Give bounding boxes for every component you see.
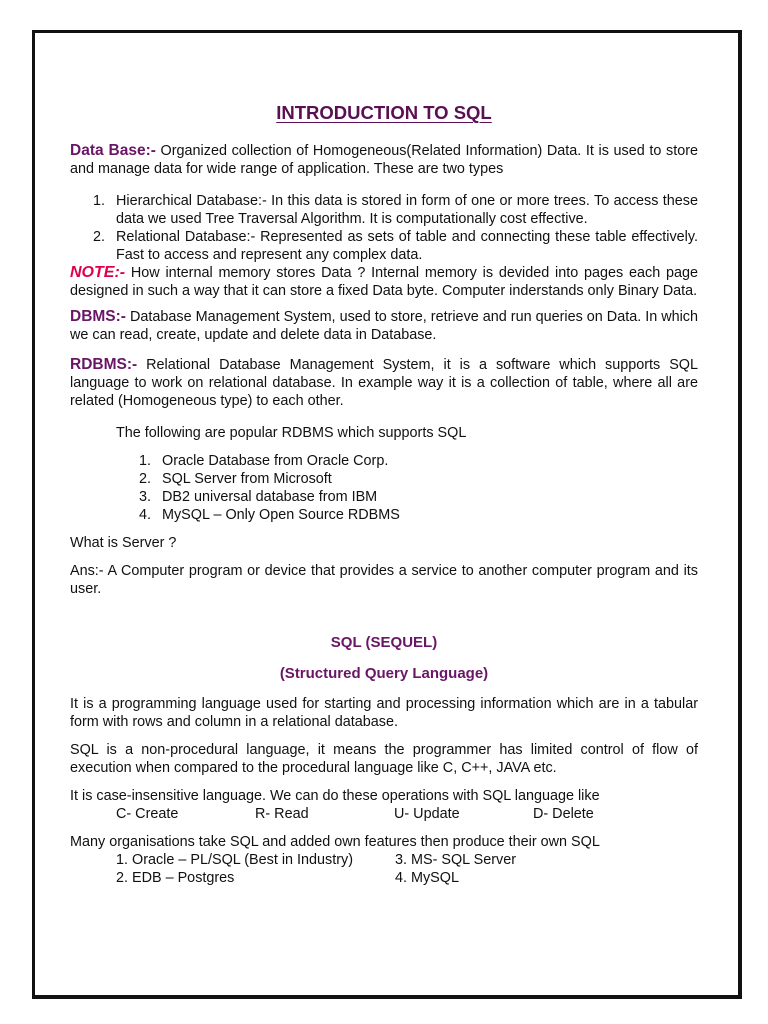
crud-read: R- Read	[255, 806, 309, 822]
list-text: SQL Server from Microsoft	[162, 471, 332, 487]
sql-paragraph-2: SQL is a non-procedural language, it means the programmer has limited control of flow of execution when compared to the procedural language like C, C++, JAVA etc.	[70, 742, 698, 776]
list-text: Hierarchical Database:- In this data is stored in form of one or more trees. To access these data we used Tree Traversal Algorithm. It is computationally cost effective.	[116, 193, 698, 227]
server-answer: Ans:- A Computer program or device that provides a service to another computer program and its user.	[70, 563, 698, 597]
crud-operations	[116, 805, 698, 823]
list-number: 3.	[139, 489, 152, 505]
list-text: Relational Database:- Represented as sets of table and connecting these table effectively. Fast to access and represent any complex data.	[116, 229, 698, 263]
list-item	[93, 192, 698, 228]
list-text: DB2 universal database from IBM	[162, 489, 378, 505]
list-number: 1.	[93, 193, 106, 209]
rdbms-popular-intro: The following are popular RDBMS which supports SQL	[116, 425, 467, 441]
dbms-paragraph	[70, 308, 698, 344]
database-label: Data Base:-	[70, 142, 156, 159]
org-item: 2. EDB – Postgres	[116, 870, 235, 886]
list-number: 2.	[139, 471, 152, 487]
note-label: NOTE:-	[70, 264, 126, 281]
dbms-text: Database Management System, used to store, retrieve and run queries on Data. In which we can read, create, update and delete data in Database.	[70, 309, 698, 343]
list-item	[139, 488, 698, 506]
database-types-list	[93, 192, 698, 264]
server-question: What is Server ?	[70, 535, 177, 551]
list-item	[93, 228, 698, 264]
rdbms-label: RDBMS:-	[70, 356, 138, 373]
list-number: 4.	[139, 507, 152, 523]
note-text: How internal memory stores Data ? Internal memory is devided into pages each page designed in such a way that it can store a fixed Data byte. Computer inderstands only Binary Data.	[70, 265, 698, 299]
organisation-sql-list	[116, 851, 698, 887]
org-item: 4. MySQL	[395, 870, 459, 886]
list-item	[139, 470, 698, 488]
crud-delete: D- Delete	[533, 806, 594, 822]
database-text: Organized collection of Homogeneous(Related Information) Data. It is used to store and manage data for wide range of application. These are two types	[70, 143, 698, 177]
list-item	[139, 506, 698, 524]
sql-subheading: (Structured Query Language)	[279, 665, 489, 682]
document-body	[70, 100, 698, 887]
sql-heading: SQL (SEQUEL)	[330, 634, 438, 651]
list-number: 2.	[93, 229, 106, 245]
org-item: 3. MS- SQL Server	[395, 852, 517, 868]
list-number: 1.	[139, 453, 152, 469]
sql-paragraph-3: It is case-insensitive language. We can do these operations with SQL language like	[70, 788, 600, 804]
list-text: Oracle Database from Oracle Corp.	[162, 453, 389, 469]
rdbms-text: Relational Database Management System, it is a software which supports SQL language to work on relational database. In example way it is a collection of table, where all are related (Homogeneous type) to each other.	[70, 357, 698, 409]
sql-paragraph-4: Many organisations take SQL and added own features then produce their own SQL	[70, 834, 600, 850]
sql-paragraph-1: It is a programming language used for starting and processing information which are in a tabular form with rows and column in a relational database.	[70, 696, 698, 730]
note-paragraph	[70, 264, 698, 300]
list-text: MySQL – Only Open Source RDBMS	[162, 507, 400, 523]
dbms-label: DBMS:-	[70, 308, 126, 325]
crud-create: C- Create	[116, 806, 179, 822]
rdbms-popular-list	[139, 452, 698, 524]
database-paragraph	[70, 142, 698, 178]
org-item: 1. Oracle – PL/SQL (Best in Industry)	[116, 852, 354, 868]
list-item	[139, 452, 698, 470]
page-title: INTRODUCTION TO SQL	[276, 102, 492, 123]
rdbms-paragraph	[70, 356, 698, 410]
crud-update: U- Update	[394, 806, 460, 822]
